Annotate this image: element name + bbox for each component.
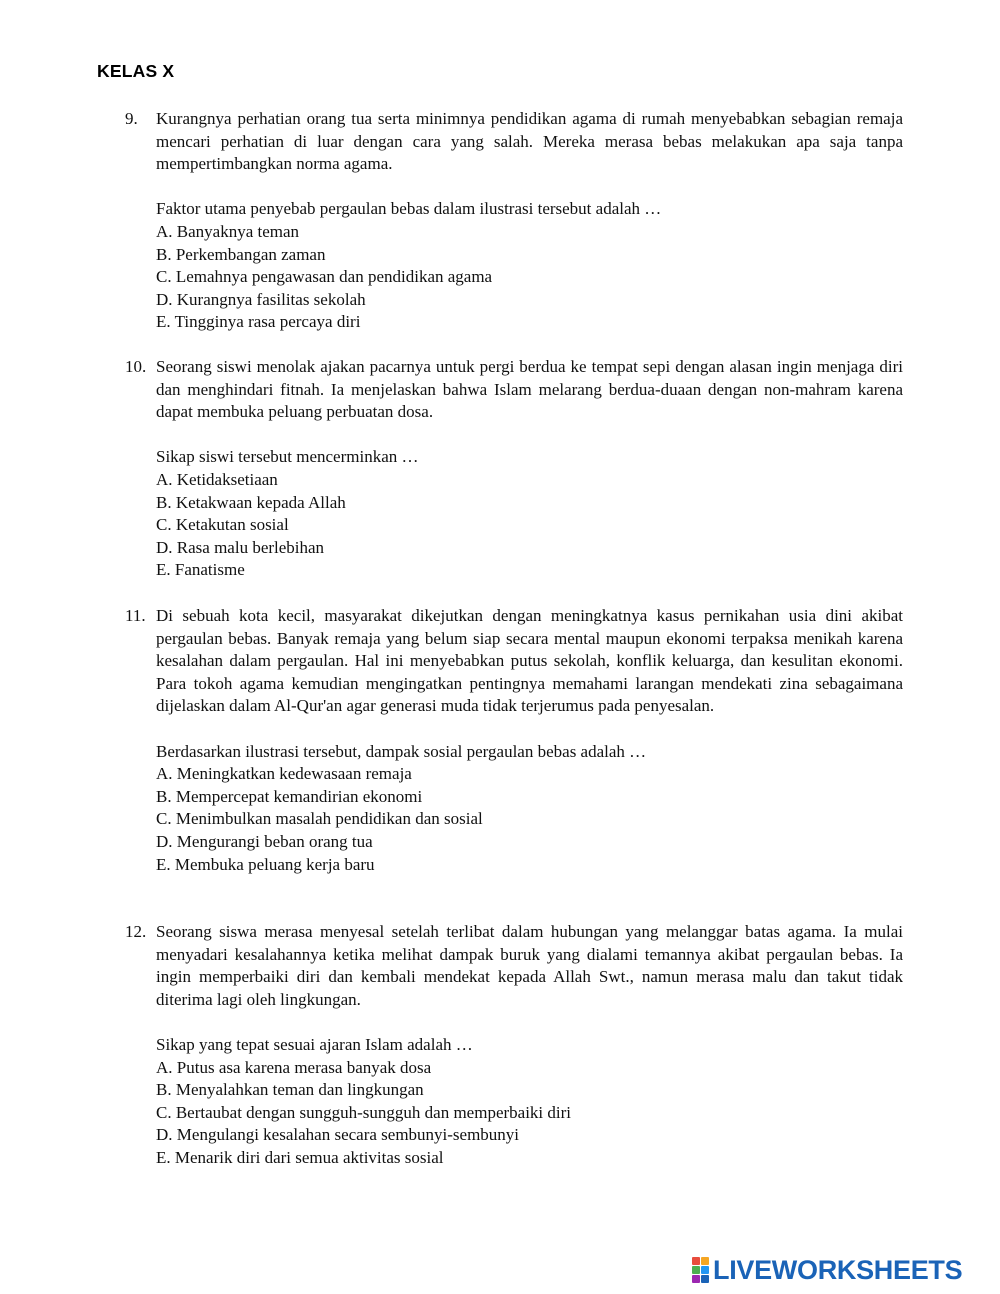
option-e: E. Tingginya rasa percaya diri xyxy=(156,312,361,332)
question-text: Seorang siswi menolak ajakan pacarnya untuk pergi berdua ke tempat sepi dengan alasan ingin menjaga diri dan menghindari fitnah. Ia menjelaskan bahwa Islam melarang berdua-duaan dengan non-mahram karena dapat membuka peluang perbuatan dosa. xyxy=(156,357,903,422)
option-d: D. Mengulangi kesalahan secara sembunyi-sembunyi xyxy=(156,1125,520,1145)
question-prompt: Berdasarkan ilustrasi tersebut, dampak sosial pergaulan bebas adalah … xyxy=(156,741,647,761)
option-b: B. Mempercepat kemandirian ekonomi xyxy=(156,786,423,806)
brand-block xyxy=(692,1257,700,1265)
option-b: B. Perkembangan zaman xyxy=(156,244,326,264)
question-prompt: Sikap siswi tersebut mencerminkan … xyxy=(156,447,419,467)
option-c: C. Menimbulkan masalah pendidikan dan sosial xyxy=(156,809,483,829)
option-d: D. Kurangnya fasilitas sekolah xyxy=(156,289,366,309)
brand-name: LIVEWORKSHEETS xyxy=(713,1255,963,1285)
question-text: Di sebuah kota kecil, masyarakat dikejutkan dengan meningkatnya kasus pernikahan usia dini akibat pergaulan bebas. Banyak remaja yang belum siap secara mental maupun ekonomi terpaksa menikah karena kesalahan dalam pergaulan. Hal ini menyebabkan putus sekolah, konflik keluarga, dan kesulitan ekonomi. Para tokoh agama kemudian mengingatkan pentingnya memahami larangan mendekati zina sebagaimana dijelaskan dalam Al-Qur'an agar generasi muda tidak terjerumus pada penyesalan. xyxy=(156,606,903,716)
page-title: KELAS X xyxy=(97,61,175,81)
option-c: C. Lemahnya pengawasan dan pendidikan agama xyxy=(156,267,493,287)
option-c: C. Ketakutan sosial xyxy=(156,515,289,535)
brand-block xyxy=(701,1266,709,1274)
brand-block xyxy=(692,1266,700,1274)
brand-blocks-icon xyxy=(692,1257,709,1283)
option-c: C. Bertaubat dengan sungguh-sungguh dan memperbaiki diri xyxy=(156,1102,571,1122)
question-number: 11. xyxy=(125,606,146,625)
question-number: 12. xyxy=(125,922,147,941)
question-prompt: Sikap yang tepat sesuai ajaran Islam adalah … xyxy=(156,1034,473,1054)
brand-block xyxy=(692,1275,700,1283)
brand-block xyxy=(701,1257,709,1265)
question-11 xyxy=(125,605,903,876)
option-d: D. Rasa malu berlebihan xyxy=(156,537,325,557)
liveworksheets-logo[interactable] xyxy=(692,1256,962,1284)
question-12 xyxy=(125,921,903,1170)
question-text: Kurangnya perhatian orang tua serta minimnya pendidikan agama di rumah menyebabkan sebagian remaja mencari perhatian di luar dengan cara yang salah. Mereka merasa bebas melakukan apa saja tanpa mempertimbangkan norma agama. xyxy=(156,109,903,174)
option-a: A. Banyaknya teman xyxy=(156,221,300,241)
question-9 xyxy=(125,108,903,334)
option-e: E. Membuka peluang kerja baru xyxy=(156,854,375,874)
option-e: E. Menarik diri dari semua aktivitas sosial xyxy=(156,1147,444,1167)
question-prompt: Faktor utama penyebab pergaulan bebas dalam ilustrasi tersebut adalah … xyxy=(156,199,662,219)
option-b: B. Menyalahkan teman dan lingkungan xyxy=(156,1080,424,1100)
question-number: 10. xyxy=(125,357,147,376)
question-text: Seorang siswa merasa menyesal setelah terlibat dalam hubungan yang melanggar batas agama. Ia mulai menyadari kesalahannya ketika melihat dampak buruk yang dialami temannya akibat pergaulan bebas. Ia ingin memperbaiki diri dan kembali mendekat kepada Allah Swt., namun merasa malu dan takut tidak diterima lagi oleh lingkungan. xyxy=(156,922,903,1009)
option-a: A. Putus asa karena merasa banyak dosa xyxy=(156,1057,432,1077)
question-number: 9. xyxy=(125,109,138,128)
option-b: B. Ketakwaan kepada Allah xyxy=(156,492,346,512)
option-a: A. Ketidaksetiaan xyxy=(156,469,278,489)
question-10 xyxy=(125,356,903,582)
option-e: E. Fanatisme xyxy=(156,560,245,580)
option-d: D. Mengurangi beban orang tua xyxy=(156,831,373,851)
option-a: A. Meningkatkan kedewasaan remaja xyxy=(156,764,412,784)
brand-block xyxy=(701,1275,709,1283)
